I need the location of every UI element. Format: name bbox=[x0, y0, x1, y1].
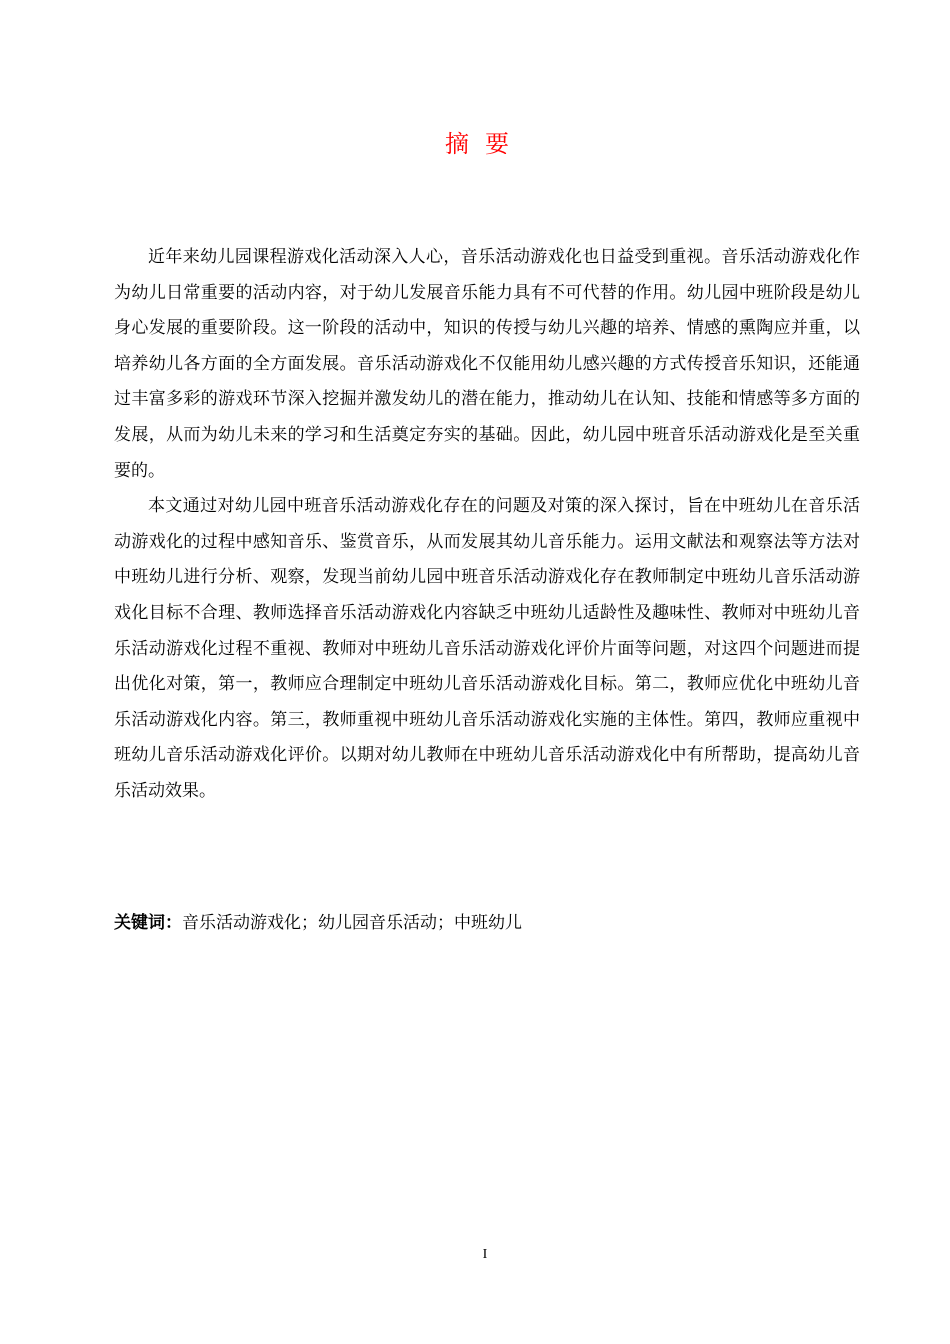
abstract-paragraph-1: 近年来幼儿园课程游戏化活动深入人心，音乐活动游戏化也日益受到重视。音乐活动游戏化作为幼儿日常重要的活动内容，对于幼儿发展音乐能力具有不可代替的作用。幼儿园中班阶段是幼儿身心发展的重要阶段。这一阶段的活动中，知识的传授与幼儿兴趣的培养、情感的熏陶应并重，以培养幼儿各方面的全方面发展。音乐活动游戏化不仅能用幼儿感兴趣的方式传授音乐知识，还能通过丰富多彩的游戏环节深入挖掘并激发幼儿的潜在能力，推动幼儿在认知、技能和情感等多方面的发展，从而为幼儿未来的学习和生活奠定夯实的基础。因此，幼儿园中班音乐活动游戏化是至关重要的。 bbox=[114, 247, 860, 481]
page-number: I bbox=[482, 1247, 488, 1262]
keywords-label: 关键词： bbox=[114, 913, 182, 933]
abstract-body bbox=[114, 240, 860, 810]
abstract-title: 摘要 bbox=[445, 130, 525, 158]
keywords-value: 音乐活动游戏化；幼儿园音乐活动；中班幼儿 bbox=[182, 913, 522, 933]
keywords-line bbox=[114, 909, 860, 937]
abstract-paragraph-2: 本文通过对幼儿园中班音乐活动游戏化存在的问题及对策的深入探讨，旨在中班幼儿在音乐活动游戏化的过程中感知音乐、鉴赏音乐，从而发展其幼儿音乐能力。运用文献法和观察法等方法对中班幼儿进行分析、观察，发现当前幼儿园中班音乐活动游戏化存在教师制定中班幼儿音乐活动游戏化目标不合理、教师选择音乐活动游戏化内容缺乏中班幼儿适龄性及趣味性、教师对中班幼儿音乐活动游戏化过程不重视、教师对中班幼儿音乐活动游戏化评价片面等问题，对这四个问题进而提出优化对策，第一，教师应合理制定中班幼儿音乐活动游戏化目标。第二，教师应优化中班幼儿音乐活动游戏化内容。第三，教师重视中班幼儿音乐活动游戏化实施的主体性。第四，教师应重视中班幼儿音乐活动游戏化评价。以期对幼儿教师在中班幼儿音乐活动游戏化中有所帮助，提高幼儿音乐活动效果。 bbox=[114, 496, 860, 801]
